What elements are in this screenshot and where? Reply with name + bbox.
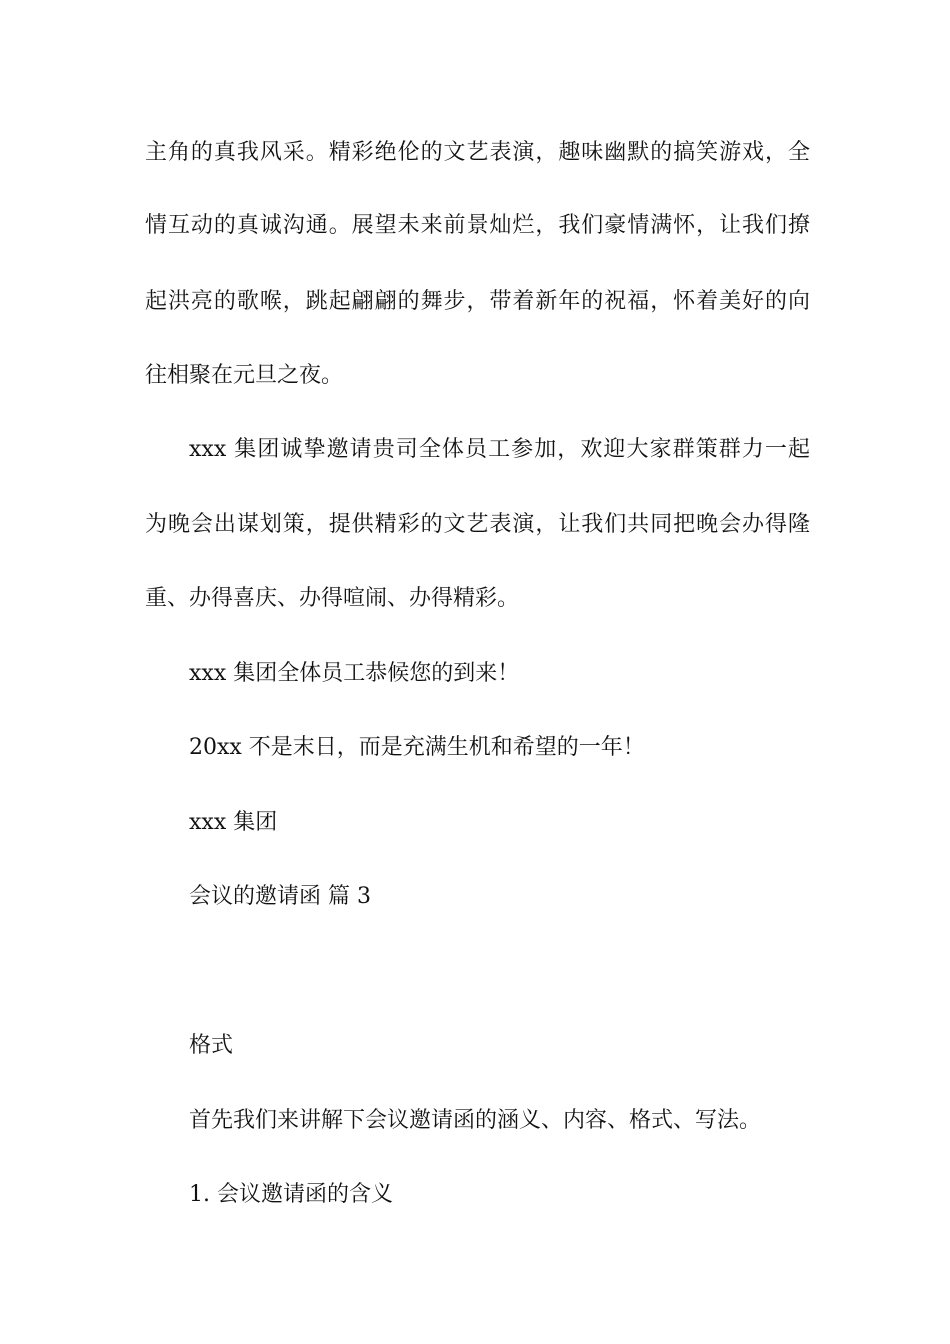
paragraph-line: xxx 集团诚挚邀请贵司全体员工参加，欢迎大家群策群力一起 [189, 437, 810, 462]
paragraph-line: 重、办得喜庆、办得喧闹、办得精彩。 [145, 586, 520, 611]
format-heading: 格式 [189, 1033, 234, 1058]
paragraph-line: 为晚会出谋划策，提供精彩的文艺表演，让我们共同把晚会办得隆 [145, 512, 810, 537]
intro-paragraph: 首先我们来讲解下会议邀请函的涵义、内容、格式、写法。 [189, 1108, 762, 1133]
signature: xxx 集团 [189, 810, 278, 835]
paragraph-line: 主角的真我风采。精彩绝伦的文艺表演，趣味幽默的搞笑游戏，全 [145, 140, 810, 165]
paragraph-line: 起洪亮的歌喉，跳起翩翩的舞步，带着新年的祝福，怀着美好的向 [145, 289, 810, 314]
paragraph-line: 往相聚在元旦之夜。 [145, 363, 344, 388]
subheading: 1. 会议邀请函的含义 [189, 1182, 393, 1207]
closing-line: xxx 集团全体员工恭候您的到来！ [189, 661, 520, 686]
closing-line: 20xx 不是末日，而是充满生机和希望的一年！ [189, 735, 645, 760]
paragraph-line: 情互动的真诚沟通。展望未来前景灿烂，我们豪情满怀，让我们撩 [145, 213, 810, 238]
section-title: 会议的邀请函 篇 3 [189, 884, 371, 909]
